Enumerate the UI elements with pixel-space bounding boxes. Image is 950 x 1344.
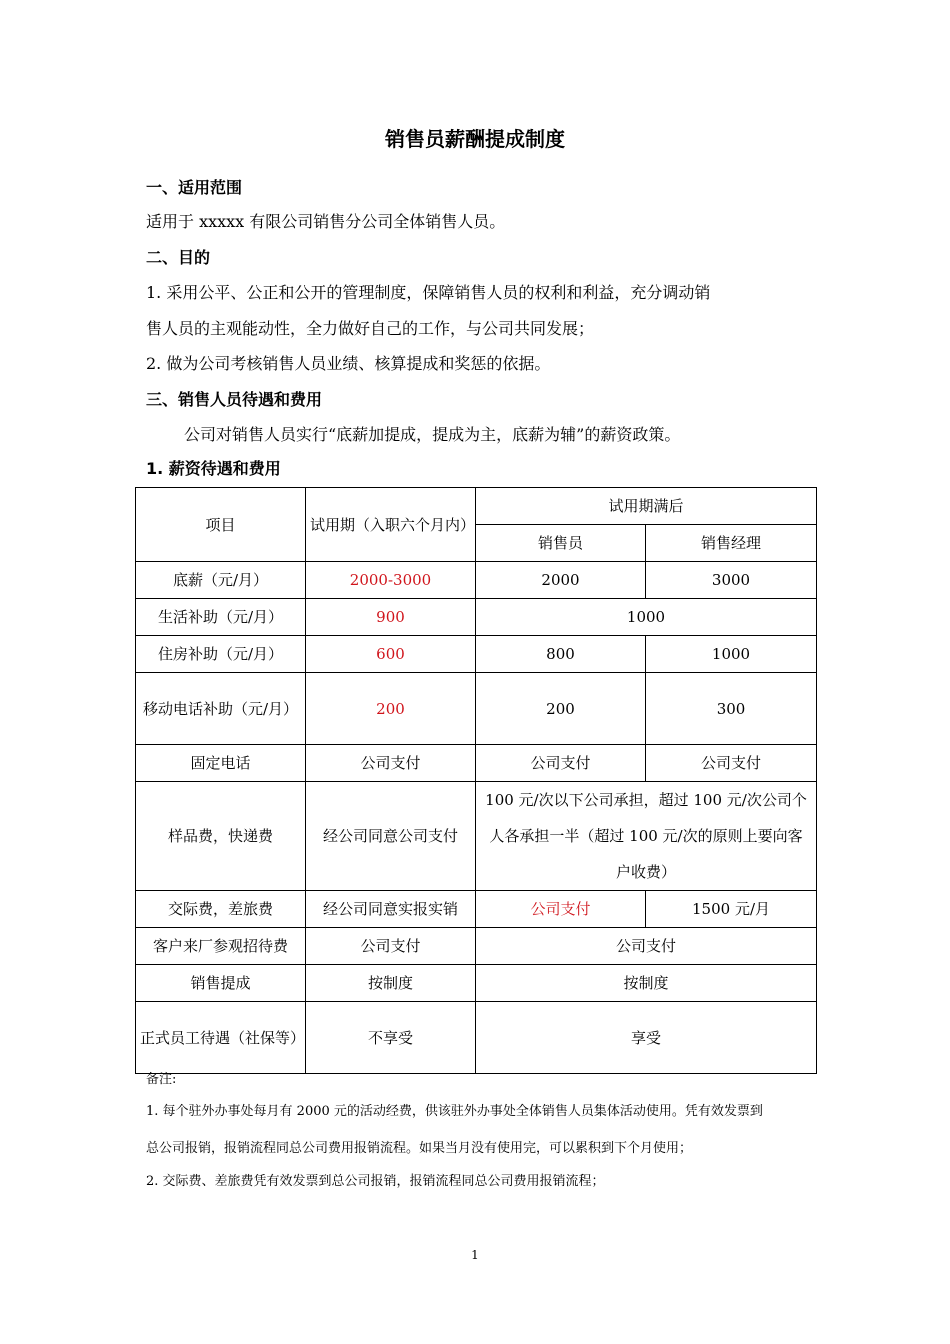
row-label: 底薪（元/月） (136, 562, 306, 599)
trial-value: 公司支付 (306, 928, 476, 965)
row-label: 移动电话补助（元/月） (136, 673, 306, 745)
table-header-row (136, 488, 817, 525)
note-2: 2. 交际费、差旅费凭有效发票到总公司报销，报销流程同总公司费用报销流程； (146, 1174, 605, 1189)
manager-value: 1500 元/月 (646, 891, 817, 928)
trial-value: 2000-3000 (306, 562, 476, 599)
table-row (136, 673, 817, 745)
sales-value: 公司支付 (476, 891, 646, 928)
section-2-line-2: 售人员的主观能动性，全力做好自己的工作，与公司共同发展； (146, 319, 595, 338)
trial-value: 600 (306, 636, 476, 673)
sales-value: 800 (476, 636, 646, 673)
header-item: 项目 (136, 488, 306, 562)
table-row (136, 782, 817, 891)
row-label: 生活补助（元/月） (136, 599, 306, 636)
row-label: 交际费，差旅费 (136, 891, 306, 928)
row-label: 样品费，快递费 (136, 782, 306, 891)
row-label: 固定电话 (136, 745, 306, 782)
trial-value: 经公司同意公司支付 (306, 782, 476, 891)
section-2-heading: 二、目的 (146, 248, 211, 267)
header-trial: 试用期（入职六个月内） (306, 488, 476, 562)
trial-value: 900 (306, 599, 476, 636)
manager-value: 公司支付 (646, 745, 817, 782)
section-3-subheading: 1. 薪资待遇和费用 (146, 459, 281, 478)
section-1-heading: 一、适用范围 (146, 178, 243, 197)
header-sales-manager: 销售经理 (646, 525, 817, 562)
trial-value: 不享受 (306, 1002, 476, 1074)
after-trial-value: 100 元/次以下公司承担，超过 100 元/次公司个人各承担一半（超过 100 元/次的原则上要向客户收费） (476, 782, 817, 891)
manager-value: 300 (646, 673, 817, 745)
table-row (136, 599, 817, 636)
sales-value: 2000 (476, 562, 646, 599)
table-row (136, 745, 817, 782)
table-row (136, 636, 817, 673)
trial-value: 公司支付 (306, 745, 476, 782)
notes-label: 备注: (146, 1072, 177, 1087)
section-3-heading: 三、销售人员待遇和费用 (146, 390, 323, 409)
document-title: 销售员薪酬提成制度 (385, 127, 565, 151)
trial-value: 经公司同意实报实销 (306, 891, 476, 928)
table-row (136, 1002, 817, 1074)
section-2-line-3: 2. 做为公司考核销售人员业绩、核算提成和奖惩的依据。 (146, 354, 551, 373)
sales-value: 公司支付 (476, 745, 646, 782)
trial-value: 200 (306, 673, 476, 745)
after-trial-value: 1000 (476, 599, 817, 636)
after-trial-value: 享受 (476, 1002, 817, 1074)
sales-value: 200 (476, 673, 646, 745)
row-label: 客户来厂参观招待费 (136, 928, 306, 965)
manager-value: 1000 (646, 636, 817, 673)
manager-value: 3000 (646, 562, 817, 599)
section-1-text: 适用于 xxxxx 有限公司销售分公司全体销售人员。 (146, 212, 506, 231)
note-1-line-1: 1. 每个驻外办事处每月有 2000 元的活动经费，供该驻外办事处全体销售人员集体活动使用。凭有效发票到 (146, 1104, 763, 1119)
table-row (136, 965, 817, 1002)
page-number: 1 (471, 1248, 479, 1262)
trial-value: 按制度 (306, 965, 476, 1002)
row-label: 住房补助（元/月） (136, 636, 306, 673)
salary-table (135, 487, 817, 1074)
section-3-text: 公司对销售人员实行“底薪加提成，提成为主，底薪为辅”的薪资政策。 (184, 425, 681, 444)
header-salesperson: 销售员 (476, 525, 646, 562)
row-label: 销售提成 (136, 965, 306, 1002)
table-row (136, 562, 817, 599)
note-1-line-2: 总公司报销，报销流程同总公司费用报销流程。如果当月没有使用完，可以累积到下个月使用； (146, 1141, 693, 1156)
row-label: 正式员工待遇（社保等） (136, 1002, 306, 1074)
after-trial-value: 按制度 (476, 965, 817, 1002)
header-after-trial: 试用期满后 (476, 488, 817, 525)
table-row (136, 928, 817, 965)
section-2-line-1: 1. 采用公平、公正和公开的管理制度，保障销售人员的权利和利益，充分调动销 (146, 283, 711, 302)
table-row (136, 891, 817, 928)
after-trial-value: 公司支付 (476, 928, 817, 965)
